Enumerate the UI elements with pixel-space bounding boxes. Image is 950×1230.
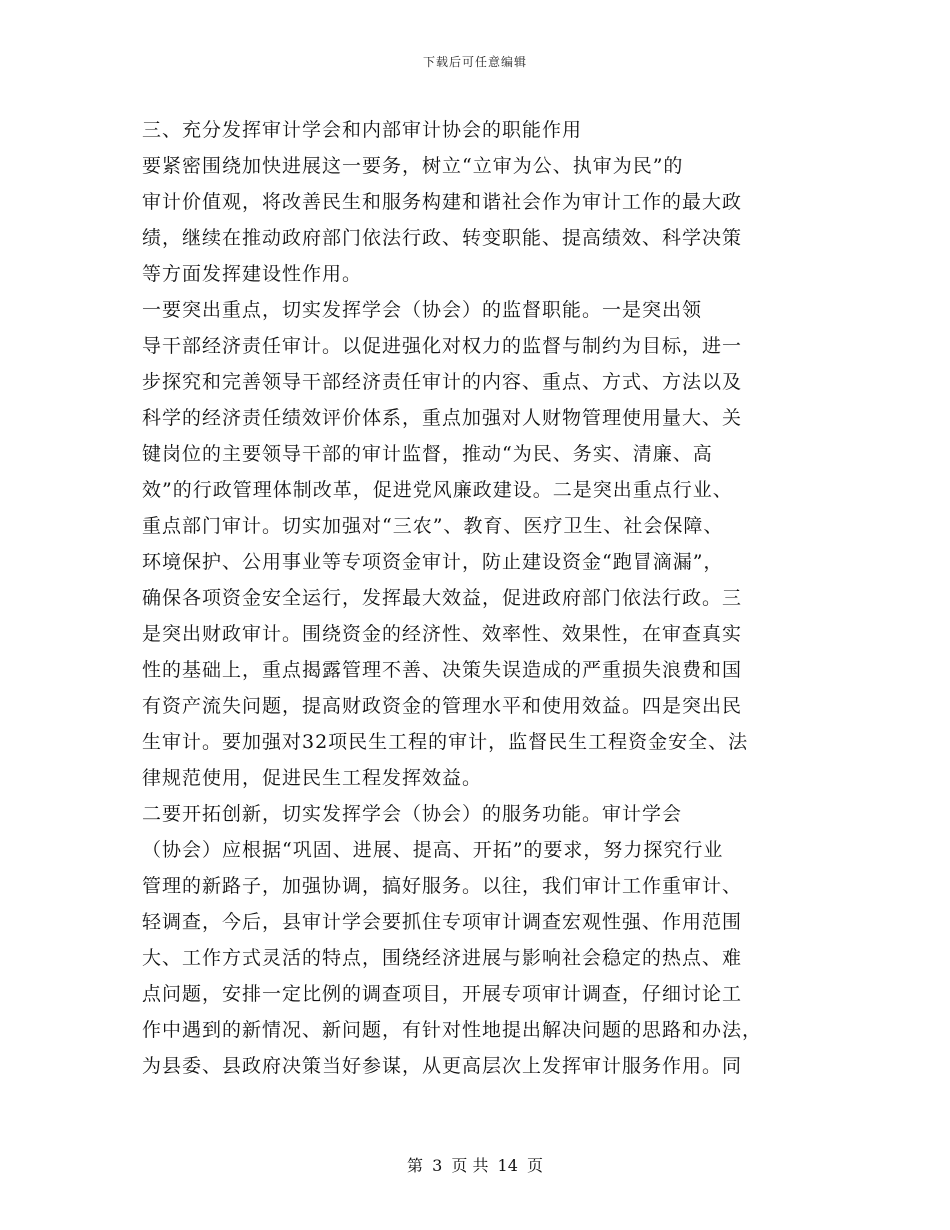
- body-line: 作中遇到的新情况、新问题，有针对性地提出解决问题的思路和办法，: [142, 1019, 763, 1041]
- body-line: 确保各项资金安全运行，发挥最大效益，促进政府部门依法行政。三: [142, 587, 743, 609]
- body-line: 键岗位的主要领导干部的审计监督，推动“为民、务实、清廉、高: [142, 443, 713, 465]
- body-line: 审计价值观，将改善民生和服务构建和谐社会作为审计工作的最大政: [142, 191, 743, 213]
- body-line: 有资产流失问题，提高财政资金的管理水平和使用效益。四是突出民: [142, 695, 743, 717]
- body-line: 生审计。要加强对32项民生工程的审计，监督民生工程资金安全、法: [142, 731, 749, 753]
- document-body: [142, 112, 802, 1084]
- body-line: 一要突出重点，切实发挥学会（协会）的监督职能。一是突出领: [142, 299, 703, 321]
- body-line: 管理的新路子，加强协调，搞好服务。以往，我们审计工作重审计、: [142, 875, 743, 897]
- total-pages-number: 14: [497, 1156, 518, 1175]
- body-line: 重点部门审计。切实加强对“三农”、教育、医疗卫生、社会保障、: [142, 515, 724, 537]
- page-middle: 页 共: [451, 1156, 489, 1175]
- body-line: 为县委、县政府决策当好参谋，从更高层次上发挥审计服务作用。同: [142, 1055, 743, 1077]
- body-line: 是突出财政审计。围绕资金的经济性、效率性、效果性，在审查真实: [142, 623, 743, 645]
- body-line: 环境保护、公用事业等专项资金审计，防止建设资金“跑冒滴漏”，: [142, 551, 724, 573]
- body-line: 等方面发挥建设性作用。: [142, 263, 363, 285]
- body-line: 步探究和完善领导干部经济责任审计的内容、重点、方式、方法以及: [142, 371, 743, 393]
- page-header: 下载后可任意编辑: [422, 55, 527, 69]
- body-line: 大、工作方式灵活的特点，围绕经济进展与影响社会稳定的热点、难: [142, 947, 743, 969]
- body-line: 轻调查，今后，县审计学会要抓住专项审计调查宏观性强、作用范围: [142, 911, 743, 933]
- page-footer: [0, 1153, 950, 1176]
- body-line: 绩，继续在推动政府部门依法行政、转变职能、提高绩效、科学决策: [142, 227, 743, 249]
- body-line: 三、充分发挥审计学会和内部审计协会的职能作用: [142, 119, 583, 141]
- body-line: 点问题，安排一定比例的调查项目，开展专项审计调查，仔细讨论工: [142, 983, 743, 1005]
- current-page-number: 3: [432, 1156, 443, 1175]
- body-line: 性的基础上，重点揭露管理不善、决策失误造成的严重损失浪费和国: [142, 659, 743, 681]
- body-line: 科学的经济责任绩效评价体系，重点加强对人财物管理使用量大、关: [142, 407, 743, 429]
- body-line: （协会）应根据“巩固、进展、提高、开拓”的要求，努力探究行业: [142, 839, 724, 861]
- body-line: 律规范使用，促进民生工程发挥效益。: [142, 767, 483, 789]
- body-line: 导干部经济责任审计。以促进强化对权力的监督与制约为目标，进一: [142, 335, 743, 357]
- body-line: 要紧密围绕加快进展这一要务，树立“立审为公、执审为民”的: [142, 155, 684, 177]
- body-line: 二要开拓创新，切实发挥学会（协会）的服务功能。审计学会: [142, 803, 683, 825]
- body-line: 效”的行政管理体制改革，促进党风廉政建设。二是突出重点行业、: [142, 479, 733, 501]
- page-suffix: 页: [527, 1156, 544, 1175]
- page-prefix: 第: [406, 1156, 423, 1175]
